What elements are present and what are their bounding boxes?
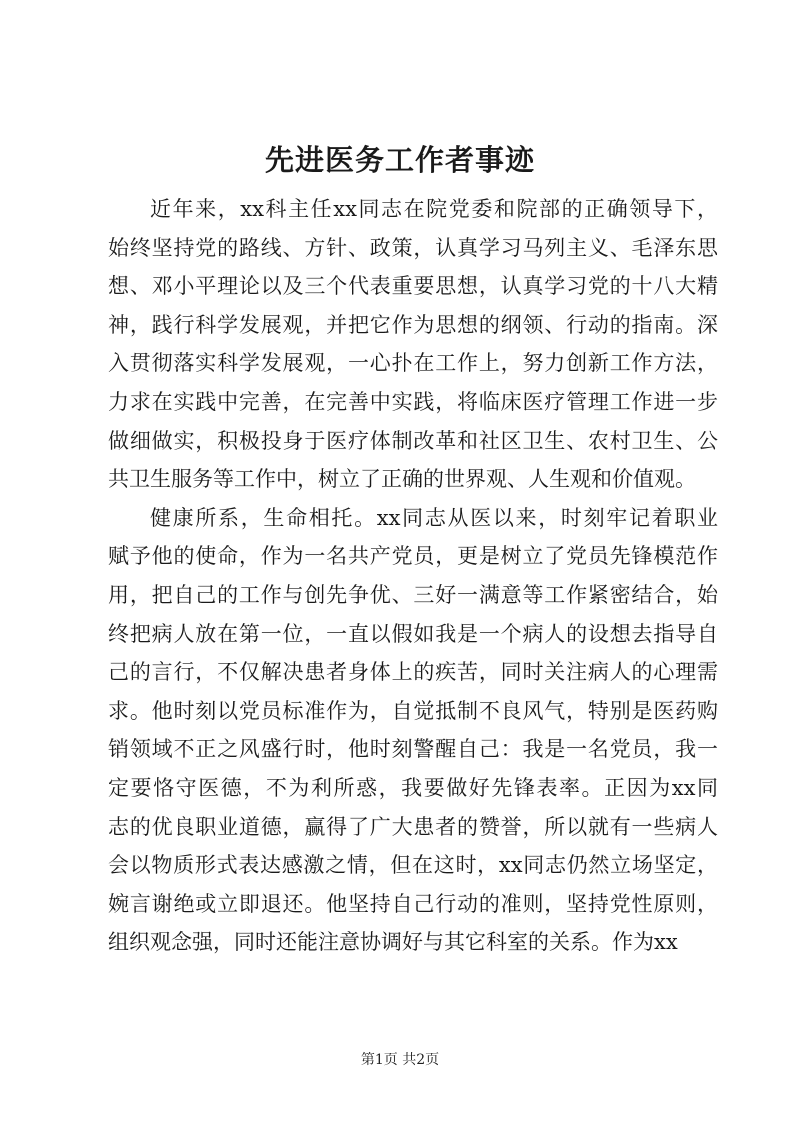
paragraph-2-line-7: 销领域不正之风盛行时，他时刻警醒自己：我是一名党员，我一 [108,737,718,762]
paragraph-1-line-2: 始终坚持党的路线、方针、政策，认真学习马列主义、毛泽东思 [108,235,718,260]
paragraph-2-line-9: 志的优良职业道德，赢得了广大患者的赞誉，所以就有一些病人 [108,814,718,839]
document-body [108,190,718,962]
paragraph-1-line-7: 做细做实，积极投身于医疗体制改革和社区卫生、农村卫生、公 [108,428,718,453]
paragraph-2-line-11: 婉言谢绝或立即退还。他坚持自己行动的准则，坚持党性原则， [108,891,718,916]
paragraph-1-line-1: 近年来，xx科主任xx同志在院党委和院部的正确领导下， [150,197,718,221]
paragraph-1-line-3: 想、邓小平理论以及三个代表重要思想，认真学习党的十八大精 [108,274,718,299]
paragraph-2-line-3: 用，把自己的工作与创先争优、三好一满意等工作紧密结合，始 [108,582,718,607]
paragraph-2-line-6: 求。他时刻以党员标准作为，自觉抵制不良风气，特别是医药购 [108,698,718,723]
paragraph-2-line-8: 定要恪守医德，不为利所惑，我要做好先锋表率。正因为xx同 [108,775,718,800]
page-footer: 第1页 共2页 [360,1052,440,1068]
paragraph-1-line-4: 神，践行科学发展观，并把它作为思想的纲领、行动的指南。深 [108,312,718,337]
paragraph-1-line-6: 力求在实践中完善，在完善中实践，将临床医疗管理工作进一步 [108,389,718,414]
paragraph-2-line-2: 赋予他的使命，作为一名共产党员，更是树立了党员先锋模范作 [108,544,718,569]
paragraph-2-line-10: 会以物质形式表达感激之情，但在这时，xx同志仍然立场坚定， [108,853,718,878]
paragraph-1-line-5: 入贯彻落实科学发展观，一心扑在工作上，努力创新工作方法， [108,351,718,376]
paragraph-2-line-4: 终把病人放在第一位，一直以假如我是一个病人的设想去指导自 [108,621,718,646]
paragraph-2-line-1: 健康所系，生命相托。xx同志从医以来，时刻牢记着职业 [150,505,718,530]
document-title: 先进医务工作者事迹 [264,143,535,177]
paragraph-2-line-12: 组织观念强，同时还能注意协调好与其它科室的关系。作为xx [108,930,678,955]
paragraph-1-line-8: 共卫生服务等工作中，树立了正确的世界观、人生观和价值观。 [108,467,696,492]
paragraph-2-line-5: 己的言行，不仅解决患者身体上的疾苦，同时关注病人的心理需 [108,660,718,685]
